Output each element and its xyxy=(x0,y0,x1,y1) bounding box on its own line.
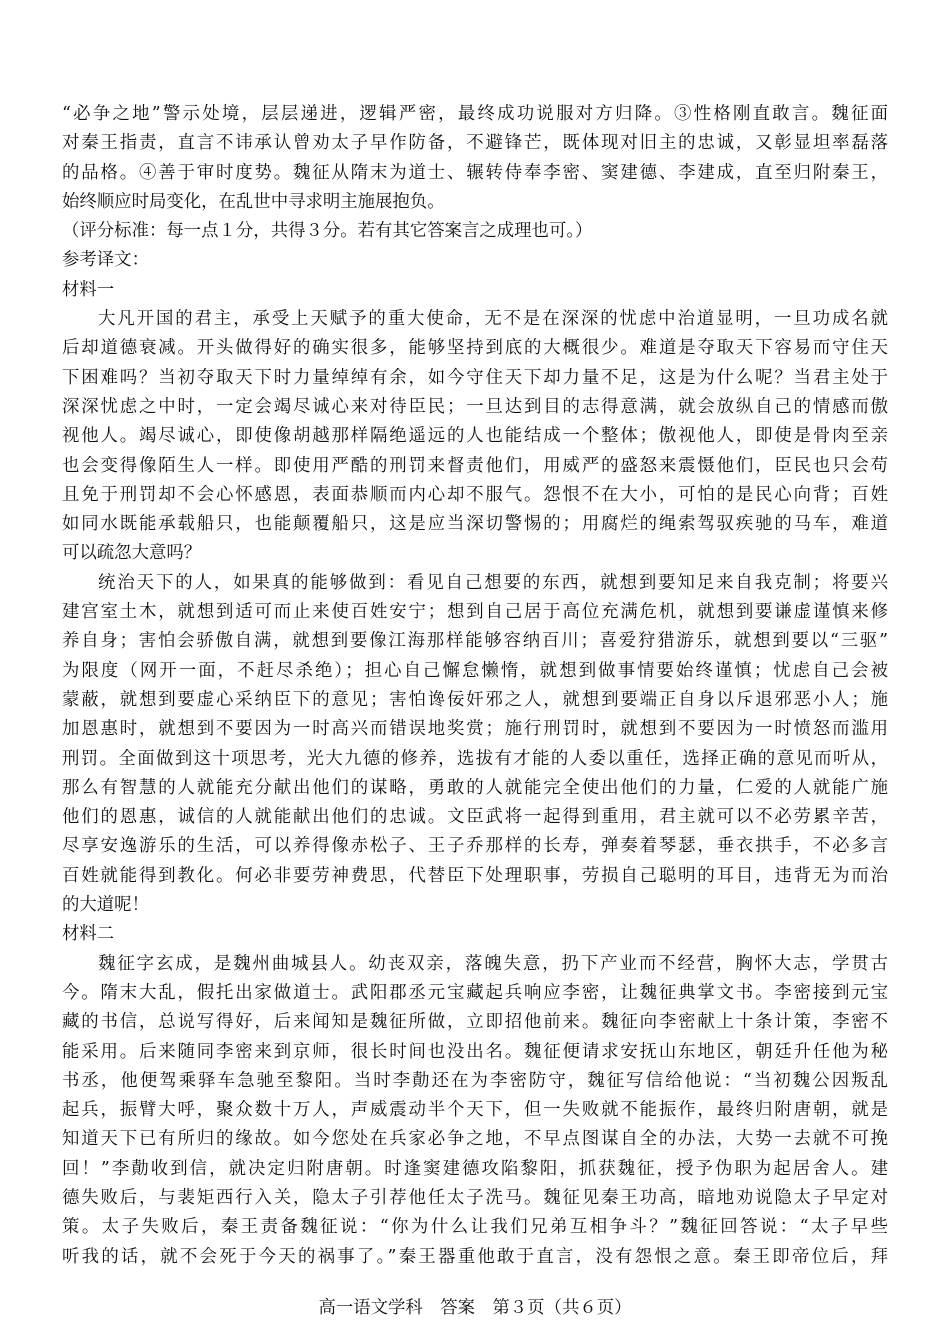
paragraph-start-line: 统治天下的人，如果真的能够做到：看见自己想要的东西，就想到要知足来自我克制；将要兴 xyxy=(98,572,888,593)
text-line: 可以疏忽大意吗？ xyxy=(62,543,202,564)
text-line: 养自身；害怕会骄傲自满，就想到要像江海那样能够容纳百川；喜爱狩猎游乐，就想到要以“三驱” xyxy=(62,631,888,652)
scoring-note: （评分标准：每一点１分，共得３分。若有其它答案言之成理也可。） xyxy=(62,221,593,242)
text-line: 为限度（网开一面，不赶尽杀绝）；担心自己懈怠懒惰，就想到做事情要始终谨慎；忧虑自己会被 xyxy=(62,660,888,681)
text-line: 回！”李勣收到信，就决定归附唐朝。时逢窦建德攻陷黎阳，抓获魏征，授予伪职为起居舍人。建 xyxy=(62,1158,888,1179)
section-heading: 参考译文： xyxy=(62,250,149,271)
material-heading: 材料二 xyxy=(62,924,115,945)
material-heading: 材料一 xyxy=(62,279,115,300)
text-line: 他们的恩惠，诚信的人就能献出他们的忠诚。文臣武将一起得到重用，君主就可以不必劳累辛苦， xyxy=(62,807,888,828)
text-line: 起兵，振臂大呼，聚众数十万人，声威震动半个天下，但一失败就不能振作，最终归附唐朝，就是 xyxy=(62,1100,888,1121)
text-line: 蒙蔽，就想到要虚心采纳臣下的意见；害怕谗佞奸邪之人，就想到要端正自身以斥退邪恶小人；施 xyxy=(62,689,888,710)
text-line: 书丞，他便驾乘驿车急驰至黎阳。当时李勣还在为李密防守，魏征写信给他说：“当初魏公因叛乱 xyxy=(62,1070,888,1091)
text-line: 能采用。后来随同李密来到京师，很长时间也没出名。魏征便请求安抚山东地区，朝廷升任他为秘 xyxy=(62,1041,888,1062)
text-line: 深深忧虑之中时，一定会竭尽诚心来对待臣民；一旦达到目的志得意满，就会放纵自己的情感而傲 xyxy=(62,396,888,417)
text-line: 德失败后，与裴矩西行入关，隐太子引荐他任太子洗马。魏征见秦王功高，暗地劝说隐太子早定对 xyxy=(62,1187,888,1208)
text-line: 始终顺应时局变化，在乱世中寻求明主施展抱负。 xyxy=(62,191,445,212)
text-line: 那么有智慧的人就能充分献出他们的谋略，勇敢的人就能完全使出他们的力量，仁爱的人就能广施 xyxy=(62,777,888,798)
page-footer: 高一语文学科 答案 第３页（共６页） xyxy=(318,1298,632,1318)
text-line: 知道天下已有所归的缘故。如今您处在兵家必争之地，不早点图谋自全的办法，大势一去就不可挽 xyxy=(62,1129,888,1150)
paragraph-start-line: 大凡开国的君主，承受上天赋予的重大使命，无不是在深深的忧虑中治道显明，一旦功成名就 xyxy=(98,309,888,330)
text-line: 百姓就能得到教化。何必非要劳神费思，代替臣下处理职事，劳损自己聪明的耳目，违背无为而治 xyxy=(62,865,888,886)
text-line: 对秦王指责，直言不讳承认曾劝太子早作防备，不避锋芒，既体现对旧主的忠诚，又彰显坦率磊落 xyxy=(62,133,888,154)
text-line: 下困难吗？当初夺取天下时力量绰绰有余，如今守住天下却力量不足，这是为什么呢？当君主处于 xyxy=(62,367,888,388)
text-line: 的品格。④善于审时度势。魏征从隋末为道士、辗转侍奉李密、窦建德、李建成，直至归附秦王， xyxy=(62,162,888,183)
text-line: 刑罚。全面做到这十项思考，光大九德的修养，选拔有才能的人委以重任，选择正确的意见而听从， xyxy=(62,748,888,769)
text-line: 尽享安逸游乐的生活，可以养得像赤松子、王子乔那样的长寿，弹奏着琴瑟，垂衣拱手，不必多言 xyxy=(62,836,888,857)
text-line: 加恩惠时，就想到不要因为一时高兴而错误地奖赏；施行刑罚时，就想到不要因为一时愤怒而滥用 xyxy=(62,719,888,740)
text-line: 且免于刑罚却不会心怀感恩，表面恭顺而内心却不服气。怨恨不在大小，可怕的是民心向背；百姓 xyxy=(62,484,888,505)
text-line: 的大道呢！ xyxy=(62,895,149,916)
text-line: “必争之地”警示处境，层层递进，逻辑严密，最终成功说服对方归降。③性格刚直敢言。魏征面 xyxy=(62,104,888,124)
text-line: 策。太子失败后，秦王责备魏征说：“你为什么让我们兄弟互相争斗？”魏征回答说：“太子早些 xyxy=(62,1217,888,1238)
text-line: 今。隋末大乱，假托出家做道士。武阳郡丞元宝藏起兵响应李密，让魏征典掌文书。李密接到元宝 xyxy=(62,982,888,1003)
text-line: 也会变得像陌生人一样。即使用严酷的刑罚来督责他们，用威严的盛怒来震慑他们，臣民也只会苟 xyxy=(62,455,888,476)
text-line: 视他人。竭尽诚心，即使像胡越那样隔绝遥远的人也能结成一个整体；傲视他人，即使是骨肉至亲 xyxy=(62,426,888,447)
text-line: 如同水既能承载船只，也能颠覆船只，这是应当深切警惕的；用腐烂的绳索驾驭疾驰的马车，难道 xyxy=(62,514,888,535)
text-line: 建宫室土木，就想到适可而止来使百姓安宁；想到自己居于高位充满危机，就想到要谦虚谨慎来修 xyxy=(62,602,888,623)
paragraph-start-line: 魏征字玄成，是魏州曲城县人。幼丧双亲，落魄失意，扔下产业而不经营，胸怀大志，学贯古 xyxy=(98,953,888,974)
text-line: 藏的书信，总说写得好，后来闻知是魏征所做，立即招他前来。魏征向李密献上十条计策，李密不 xyxy=(62,1012,888,1033)
text-line: 听我的话，就不会死于今天的祸事了。”秦王器重他敢于直言，没有怨恨之意。秦王即帝位后，拜 xyxy=(62,1246,888,1267)
text-line: 后却道德衰减。开头做得好的确实很多，能够坚持到底的大概很少。难道是夺取天下容易而守住天 xyxy=(62,338,888,359)
